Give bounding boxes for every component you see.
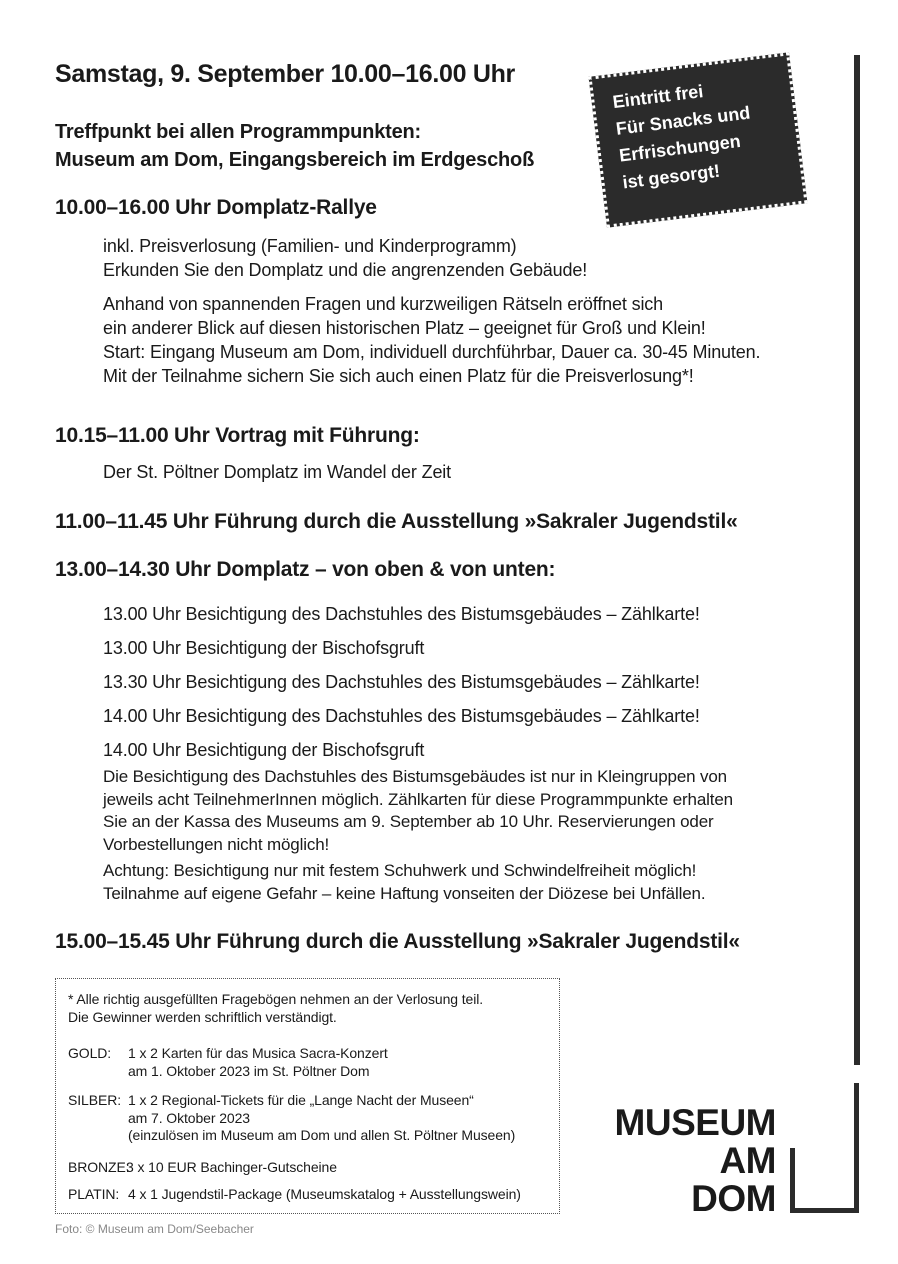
event-line: Erkunden Sie den Domplatz und die angrenzenden Gebäude! [103,260,588,280]
stamp-line: Für Snacks und [614,102,752,139]
prize-line: 1 x 2 Karten für das Musica Sacra-Konzert [128,1045,388,1061]
logo-line: AM [719,1140,776,1181]
event-notes [103,766,733,905]
schedule-item: 13.30 Uhr Besichtigung des Dachstuhles des Bistumsgebäudes – Zählkarte! [103,672,700,692]
prize-line: am 1. Oktober 2023 im St. Pöltner Dom [128,1062,370,1079]
prize-label-bronze: BRONZE: [68,1159,130,1175]
prize-intro-line: * Alle richtig ausgefüllten Fragebögen nehmen an der Verlosung teil. [68,991,484,1007]
note-line: Die Besichtigung des Dachstuhles des Bistumsgebäudes ist nur in Kleingruppen von [103,767,727,786]
logo-frame-inner-vertical [790,1148,795,1213]
prize-value-silber [128,1092,515,1145]
meeting-point-line: Treffpunkt bei allen Programmpunkten: [55,121,421,143]
schedule-item: 13.00 Uhr Besichtigung des Dachstuhles des Bistumsgebäudes – Zählkarte! [103,604,700,624]
meeting-point [55,118,534,174]
event-schedule-list [103,597,700,767]
museum-logo [615,1104,776,1218]
stamp-line: Erfrischungen [618,130,742,166]
prize-intro [68,991,483,1026]
page-title: Samstag, 9. September 10.00–16.00 Uhr [55,60,515,88]
event-line: inkl. Preisverlosung (Familien- und Kinderprogramm) [103,236,517,256]
note-line: Sie an der Kassa des Museums am 9. September ab 10 Uhr. Reservierungen oder [103,812,714,831]
free-entry-stamp [590,53,807,226]
prize-info-box [55,978,560,1214]
decorative-vertical-bar [854,55,860,1065]
logo-frame-vertical [854,1083,859,1213]
logo-line: MUSEUM [614,1102,776,1143]
event-description-rallye [103,234,760,388]
event-line: ein anderer Blick auf diesen historischen Platz – geeignet für Groß und Klein! [103,318,706,338]
note-line: Achtung: Besichtigung nur mit festem Schuhwerk und Schwindelfreiheit möglich! [103,861,697,880]
event-heading-rallye: 10.00–16.00 Uhr Domplatz-Rallye [55,196,377,219]
event-line: Anhand von spannenden Fragen und kurzweiligen Rätseln eröffnet sich [103,294,664,314]
logo-line: DOM [691,1178,776,1219]
event-heading-fuehrung-2: 15.00–15.45 Uhr Führung durch die Ausstellung »Sakraler Jugendstil« [55,930,740,953]
note-line: Vorbestellungen nicht möglich! [103,834,330,854]
schedule-item: 14.00 Uhr Besichtigung des Dachstuhles des Bistumsgebäudes – Zählkarte! [103,706,700,726]
meeting-point-line: Museum am Dom, Eingangsbereich im Erdgeschoß [55,149,535,171]
photo-credit: Foto: © Museum am Dom/Seebacher [55,1222,254,1236]
stamp-line: ist gesorgt! [621,160,722,193]
event-heading-domplatz: 13.00–14.30 Uhr Domplatz – von oben & von unten: [55,558,556,581]
logo-frame-horizontal [790,1208,859,1213]
prize-value-gold [128,1045,388,1080]
prize-intro-line: Die Gewinner werden schriftlich verständigt. [68,1008,337,1025]
stamp-line: Eintritt frei [611,81,705,113]
prize-label-gold: GOLD: [68,1045,112,1061]
note-line: Teilnahme auf eigene Gefahr – keine Haftung vonseiten der Diözese bei Unfällen. [103,883,706,903]
prize-value-bronze: 3 x 10 EUR Bachinger-Gutscheine [126,1159,337,1175]
event-line: Start: Eingang Museum am Dom, individuell durchführbar, Dauer ca. 30-45 Minuten. [103,342,761,362]
prize-label-platin: PLATIN: [68,1186,120,1202]
note-line: jeweils acht TeilnehmerInnen möglich. Zählkarten für diese Programmpunkte erhalten [103,789,733,809]
event-line: Der St. Pöltner Domplatz im Wandel der Zeit [103,462,452,482]
event-line: Mit der Teilnahme sichern Sie sich auch einen Platz für die Preisverlosung*! [103,366,694,386]
schedule-item: 13.00 Uhr Besichtigung der Bischofsgruft [103,638,425,658]
prize-line: 1 x 2 Regional-Tickets für die „Lange Nacht der Museen“ [128,1092,474,1108]
schedule-item: 14.00 Uhr Besichtigung der Bischofsgruft [103,740,425,760]
event-heading-fuehrung-1: 11.00–11.45 Uhr Führung durch die Ausstellung »Sakraler Jugendstil« [55,510,738,533]
prize-label-silber: SILBER: [68,1092,121,1108]
prize-line: (einzulösen im Museum am Dom und allen St. Pöltner Museen) [128,1127,516,1143]
prize-value-platin: 4 x 1 Jugendstil-Package (Museumskatalog + Ausstellungswein) [128,1186,521,1202]
event-heading-vortrag: 10.15–11.00 Uhr Vortrag mit Führung: [55,424,420,447]
prize-line: am 7. Oktober 2023 [128,1109,250,1126]
